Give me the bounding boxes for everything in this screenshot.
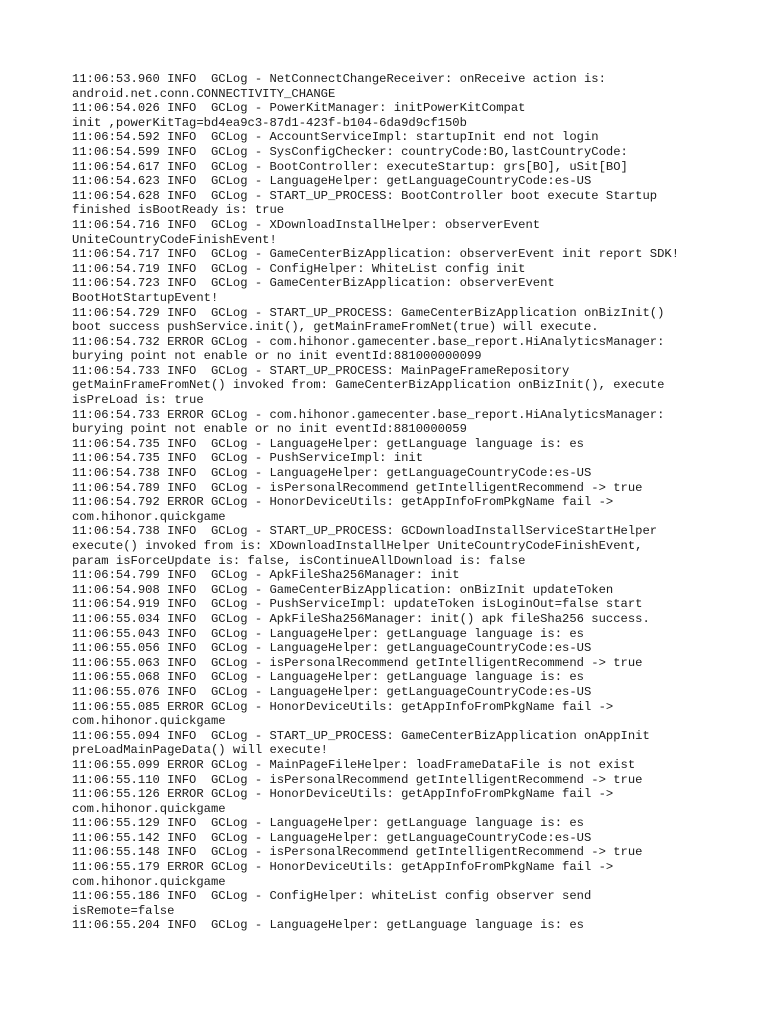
log-line: com.hihonor.quickgame — [72, 801, 226, 816]
log-line: UniteCountryCodeFinishEvent! — [72, 232, 277, 247]
log-line: 11:06:55.063 INFO GCLog - isPersonalRecommend getIntelligentRecommend -> true — [72, 655, 643, 670]
log-line: 11:06:54.026 INFO GCLog - PowerKitManager: initPowerKitCompat — [72, 101, 526, 116]
log-line: isPreLoad is: true — [72, 393, 204, 408]
log-line: 11:06:55.085 ERROR GCLog - HonorDeviceUtils: getAppInfoFromPkgName fail -> — [72, 699, 614, 714]
log-line: 11:06:55.110 INFO GCLog - isPersonalRecommend getIntelligentRecommend -> true — [72, 772, 643, 787]
log-line: burying point not enable or no init eventId:8810000059 — [72, 422, 467, 437]
log-line: 11:06:55.179 ERROR GCLog - HonorDeviceUtils: getAppInfoFromPkgName fail -> — [72, 860, 614, 875]
log-line: 11:06:54.617 INFO GCLog - BootController: executeStartup: grs[BO], uSit[BO] — [72, 159, 628, 174]
log-line: 11:06:54.919 INFO GCLog - PushServiceImpl: updateToken isLoginOut=false start — [72, 597, 643, 612]
log-line: 11:06:54.735 INFO GCLog - PushServiceImpl: init — [72, 451, 424, 466]
log-line: burying point not enable or no init eventId:881000000099 — [72, 349, 482, 364]
log-line: init ,powerKitTag=bd4ea9c3-87d1-423f-b104-6da9d9cf150b — [72, 115, 467, 130]
log-line: 11:06:55.068 INFO GCLog - LanguageHelper: getLanguage language is: es — [72, 670, 584, 685]
log-line: 11:06:54.792 ERROR GCLog - HonorDeviceUtils: getAppInfoFromPkgName fail -> — [72, 495, 614, 510]
log-line: 11:06:54.723 INFO GCLog - GameCenterBizApplication: observerEvent — [72, 276, 555, 291]
log-line: 11:06:55.142 INFO GCLog - LanguageHelper: getLanguageCountryCode:es-US — [72, 830, 592, 845]
log-line: 11:06:53.960 INFO GCLog - NetConnectChangeReceiver: onReceive action is: — [72, 72, 606, 86]
log-line: 11:06:55.056 INFO GCLog - LanguageHelper: getLanguageCountryCode:es-US — [72, 641, 592, 656]
log-line: boot success pushService.init(), getMainFrameFromNet(true) will execute. — [72, 320, 599, 335]
log-line: android.net.conn.CONNECTIVITY_CHANGE — [72, 86, 336, 101]
log-line: 11:06:54.789 INFO GCLog - isPersonalRecommend getIntelligentRecommend -> true — [72, 480, 643, 495]
log-line: finished isBootReady is: true — [72, 203, 285, 218]
log-line: 11:06:54.732 ERROR GCLog - com.hihonor.gamecenter.base_report.HiAnalyticsManager: — [72, 334, 665, 349]
log-line: 11:06:55.034 INFO GCLog - ApkFileSha256Manager: init() apk fileSha256 success. — [72, 611, 650, 626]
log-line: 11:06:54.733 ERROR GCLog - com.hihonor.gamecenter.base_report.HiAnalyticsManager: — [72, 407, 665, 422]
log-line: BootHotStartupEvent! — [72, 290, 219, 305]
log-line: 11:06:55.126 ERROR GCLog - HonorDeviceUtils: getAppInfoFromPkgName fail -> — [72, 787, 614, 802]
log-line: 11:06:54.592 INFO GCLog - AccountServiceImpl: startupInit end not login — [72, 130, 599, 145]
log-line: getMainFrameFromNet() invoked from: GameCenterBizApplication onBizInit(), execute — [72, 378, 665, 393]
log-line: isRemote=false — [72, 903, 175, 918]
log-line: 11:06:55.094 INFO GCLog - START_UP_PROCESS: GameCenterBizApplication onAppInit — [72, 728, 650, 743]
log-line: 11:06:55.186 INFO GCLog - ConfigHelper: whiteList config observer send — [72, 889, 592, 904]
log-line: com.hihonor.quickgame — [72, 714, 226, 729]
log-line: 11:06:54.716 INFO GCLog - XDownloadInstallHelper: observerEvent — [72, 217, 541, 232]
log-line: 11:06:54.908 INFO GCLog - GameCenterBizApplication: onBizInit updateToken — [72, 582, 614, 597]
log-line: 11:06:54.738 INFO GCLog - LanguageHelper: getLanguageCountryCode:es-US — [72, 466, 592, 481]
log-line: 11:06:54.628 INFO GCLog - START_UP_PROCESS: BootController boot execute Startup — [72, 188, 658, 203]
log-line: param isForceUpdate is: false, isContinueAllDownload is: false — [72, 553, 526, 568]
log-line: 11:06:54.719 INFO GCLog - ConfigHelper: WhiteList config init — [72, 261, 526, 276]
log-line: 11:06:55.148 INFO GCLog - isPersonalRecommend getIntelligentRecommend -> true — [72, 845, 643, 860]
log-line: 11:06:54.733 INFO GCLog - START_UP_PROCESS: MainPageFrameRepository — [72, 363, 570, 378]
log-document — [72, 72, 712, 933]
log-line: 11:06:54.738 INFO GCLog - START_UP_PROCESS: GCDownloadInstallServiceStartHelper — [72, 524, 658, 539]
log-line: 11:06:54.735 INFO GCLog - LanguageHelper: getLanguage language is: es — [72, 436, 584, 451]
log-line: execute() invoked from is: XDownloadInstallHelper UniteCountryCodeFinishEvent, — [72, 539, 643, 553]
log-line: 11:06:54.599 INFO GCLog - SysConfigChecker: countryCode:BO,lastCountryCode: — [72, 144, 628, 159]
log-line: 11:06:55.076 INFO GCLog - LanguageHelper: getLanguageCountryCode:es-US — [72, 684, 592, 699]
log-line: 11:06:55.204 INFO GCLog - LanguageHelper: getLanguage language is: es — [72, 918, 584, 933]
log-line: 11:06:55.099 ERROR GCLog - MainPageFileHelper: loadFrameDataFile is not exist — [72, 757, 636, 772]
log-line: 11:06:54.799 INFO GCLog - ApkFileSha256Manager: init — [72, 568, 460, 583]
log-line: 11:06:55.043 INFO GCLog - LanguageHelper: getLanguage language is: es — [72, 626, 584, 641]
log-line: 11:06:55.129 INFO GCLog - LanguageHelper: getLanguage language is: es — [72, 816, 584, 831]
log-line: 11:06:54.717 INFO GCLog - GameCenterBizApplication: observerEvent init report SDK! — [72, 247, 680, 262]
log-line: 11:06:54.623 INFO GCLog - LanguageHelper: getLanguageCountryCode:es-US — [72, 174, 592, 189]
log-line: com.hihonor.quickgame — [72, 874, 226, 889]
log-line: com.hihonor.quickgame — [72, 509, 226, 524]
log-line: 11:06:54.729 INFO GCLog - START_UP_PROCESS: GameCenterBizApplication onBizInit() — [72, 305, 665, 320]
log-line: preLoadMainPageData() will execute! — [72, 743, 328, 758]
